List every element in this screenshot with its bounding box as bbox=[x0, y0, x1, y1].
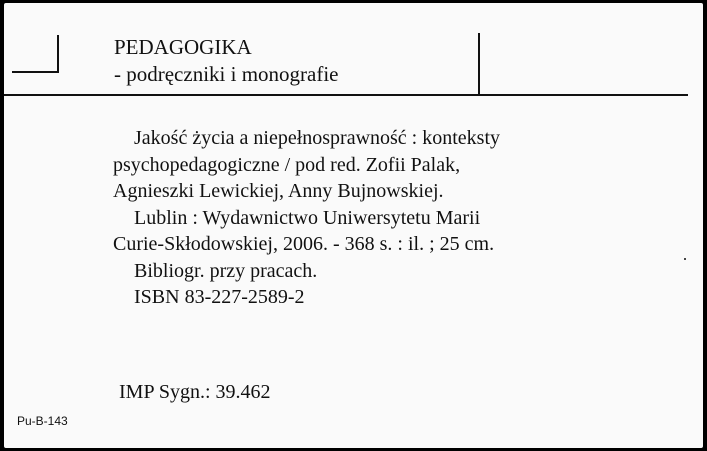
header-rule bbox=[4, 94, 688, 96]
card-header bbox=[114, 34, 339, 88]
bibliography-note: Bibliogr. przy pracach. bbox=[134, 259, 318, 282]
corner-mark bbox=[12, 35, 59, 73]
catalog-card bbox=[4, 3, 703, 448]
title-line: psychopedagogiczne / pod red. Zofii Palak, bbox=[113, 153, 461, 176]
paper-speck bbox=[684, 258, 686, 260]
publication-line: Curie-Skłodowskiej, 2006. - 368 s. : il. ; 25 cm. bbox=[113, 233, 495, 255]
publication-line: Lublin : Wydawnictwo Uniwersytetu Marii bbox=[134, 206, 481, 229]
bibliographic-record bbox=[113, 125, 633, 311]
title-line: Agnieszki Lewickiej, Anny Bujnowskiej. bbox=[113, 180, 444, 202]
isbn: ISBN 83-227-2589-2 bbox=[134, 286, 305, 308]
title-line: Jakość życia a niepełnosprawność : konteksty bbox=[134, 127, 501, 149]
header-divider bbox=[478, 33, 480, 95]
call-number: IMP Sygn.: 39.462 bbox=[119, 381, 271, 403]
library-stamp: Pu-B-143 bbox=[17, 414, 68, 428]
subcategory-label: - podręczniki i monografie bbox=[114, 62, 339, 86]
category-label: PEDAGOGIKA bbox=[114, 35, 252, 59]
